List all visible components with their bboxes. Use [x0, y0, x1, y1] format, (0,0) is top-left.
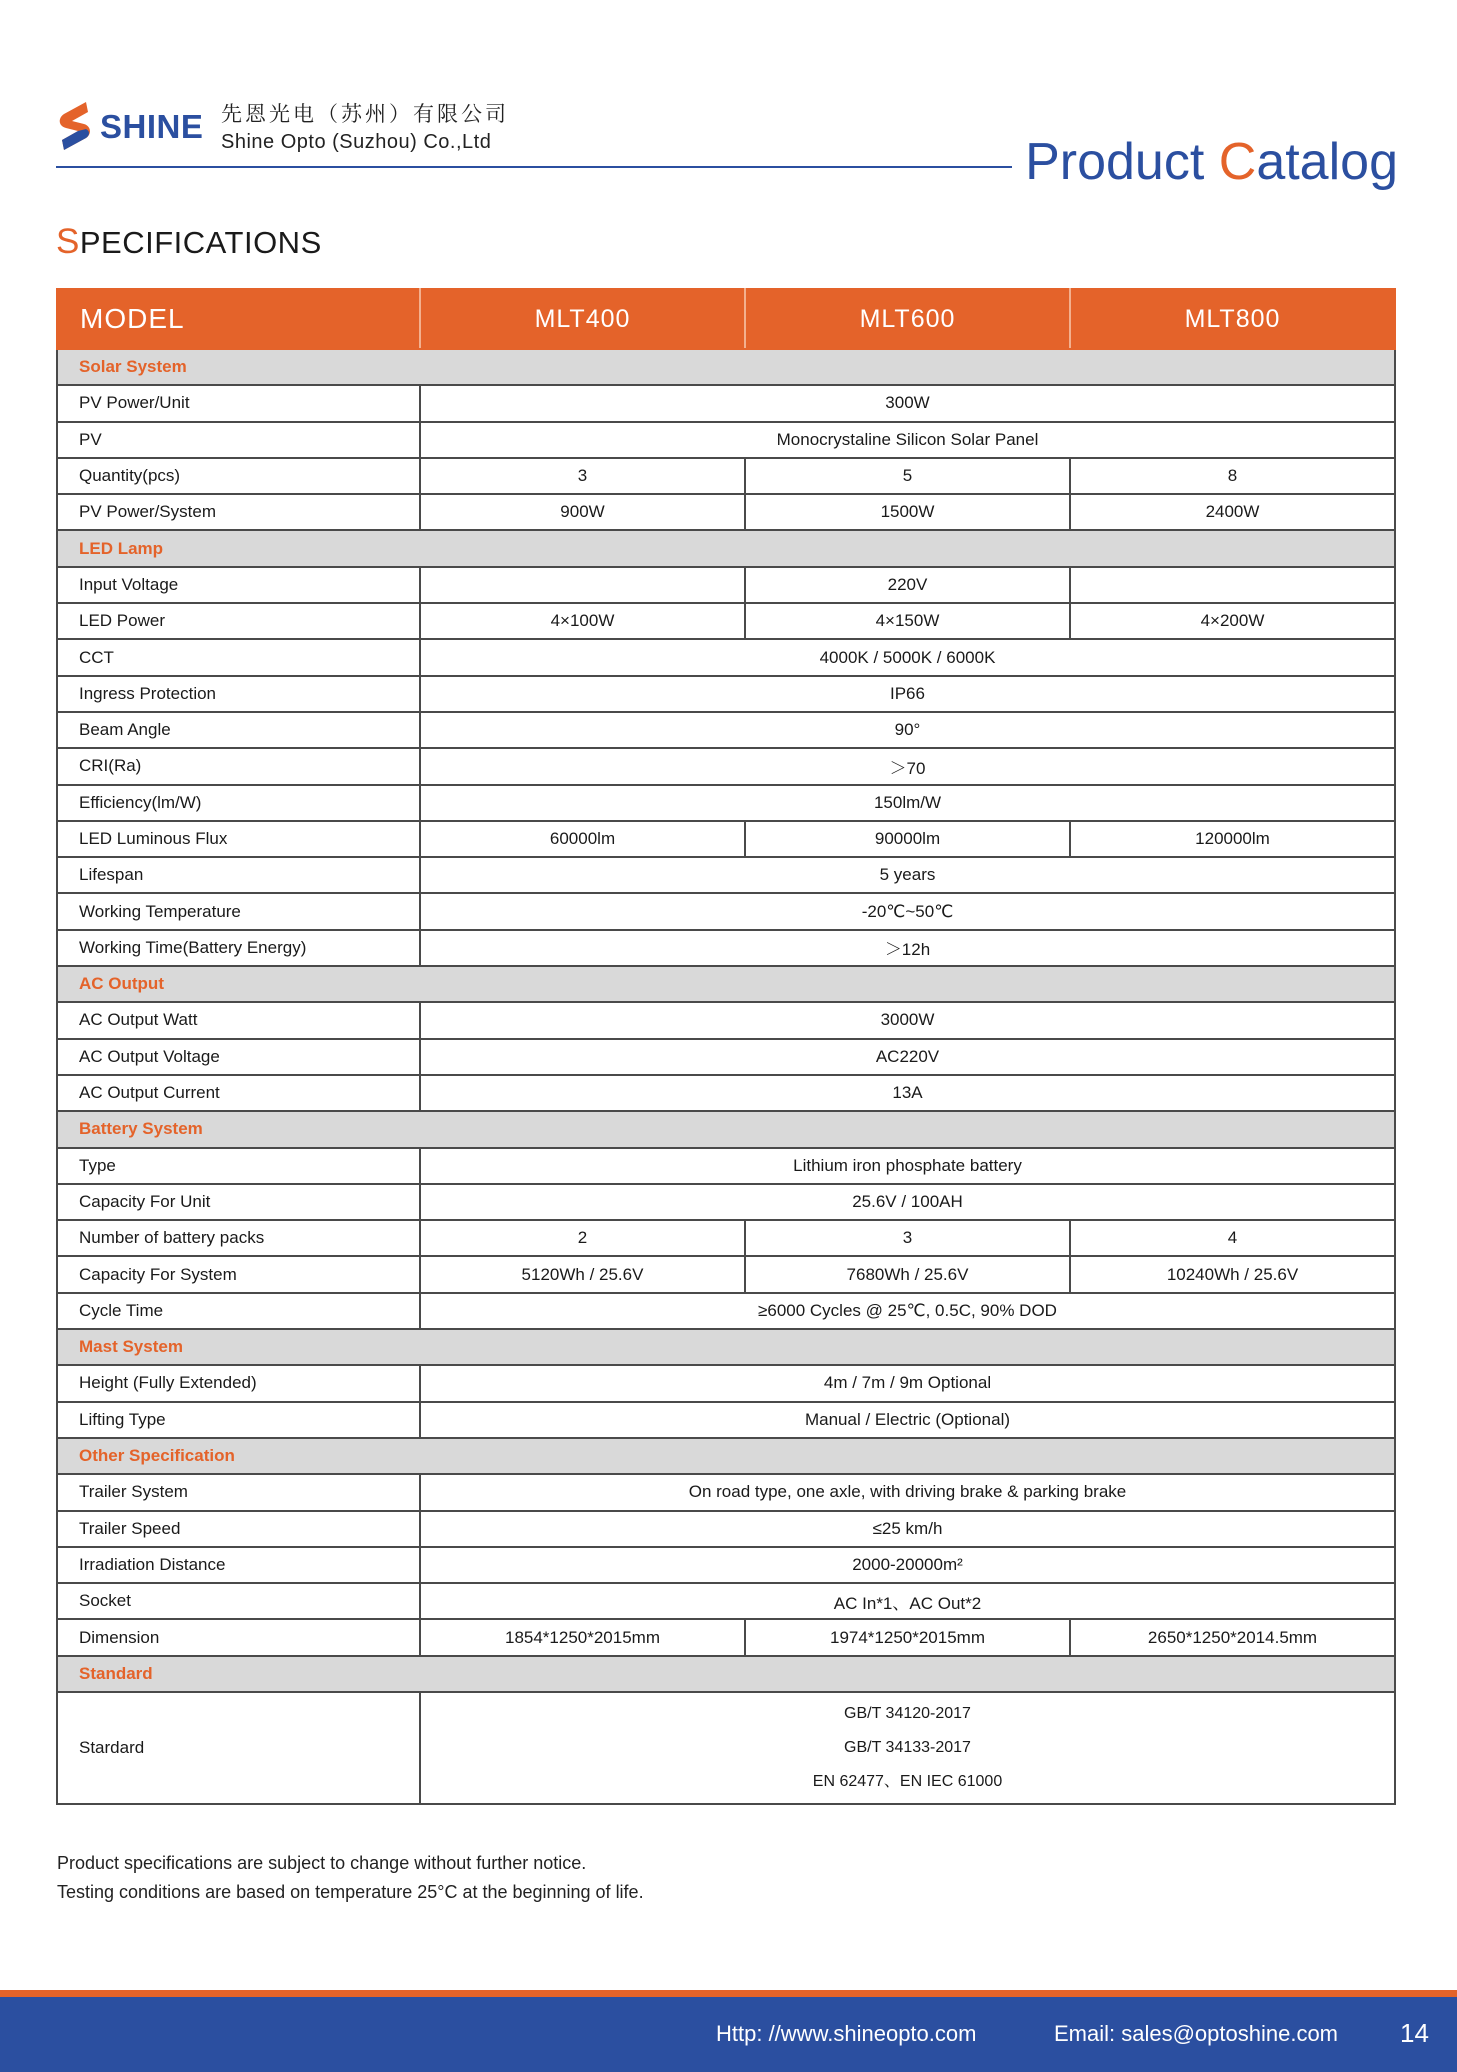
row-value-mlt600: 7680Wh / 25.6V — [745, 1256, 1070, 1292]
table-row — [57, 1547, 1395, 1583]
row-value: ≥6000 Cycles @ 25℃, 0.5C, 90% DOD — [420, 1293, 1395, 1329]
table-row — [57, 1365, 1395, 1401]
table-row — [57, 785, 1395, 821]
row-label: PV Power/System — [57, 494, 420, 530]
row-value: Lithium iron phosphate battery — [420, 1148, 1395, 1184]
row-value: ≤25 km/h — [420, 1511, 1395, 1547]
row-label: Ingress Protection — [57, 676, 420, 712]
section-row — [57, 1656, 1395, 1692]
shine-s-logo-icon — [56, 100, 92, 152]
row-value-mlt800: 2400W — [1070, 494, 1395, 530]
row-label: Socket — [57, 1583, 420, 1619]
catalog-title-part2: atalog — [1256, 133, 1398, 191]
table-row — [57, 494, 1395, 530]
row-value: 4m / 7m / 9m Optional — [420, 1365, 1395, 1401]
row-value-mlt600: 4×150W — [745, 603, 1070, 639]
section-battery-system: Battery System — [57, 1111, 1395, 1147]
table-row — [57, 458, 1395, 494]
row-value: 3000W — [420, 1002, 1395, 1038]
row-value: 90° — [420, 712, 1395, 748]
heading-first-letter: S — [56, 222, 80, 261]
row-value-mlt600: 5 — [745, 458, 1070, 494]
table-row — [57, 1474, 1395, 1510]
table-row — [57, 930, 1395, 966]
row-label: AC Output Watt — [57, 1002, 420, 1038]
row-value-mlt400: 2 — [420, 1220, 745, 1256]
row-value-mlt600: 3 — [745, 1220, 1070, 1256]
row-label: AC Output Current — [57, 1075, 420, 1111]
footer-accent-bar — [0, 1990, 1457, 1997]
header-mlt400: MLT400 — [420, 289, 745, 349]
row-value: On road type, one axle, with driving brake & parking brake — [420, 1474, 1395, 1510]
row-label: Lifting Type — [57, 1402, 420, 1438]
row-value-mlt600: 1500W — [745, 494, 1070, 530]
table-row — [57, 1692, 1395, 1804]
section-led-lamp: LED Lamp — [57, 530, 1395, 566]
table-row — [57, 1002, 1395, 1038]
row-label: Capacity For Unit — [57, 1184, 420, 1220]
section-row — [57, 1111, 1395, 1147]
table-row — [57, 748, 1395, 784]
table-row — [57, 1256, 1395, 1292]
row-label: Height (Fully Extended) — [57, 1365, 420, 1401]
specifications-table — [56, 288, 1396, 1805]
page-number: 14 — [1400, 2018, 1429, 2048]
header-mlt800: MLT800 — [1070, 289, 1395, 349]
section-other-specification: Other Specification — [57, 1438, 1395, 1474]
row-value-mlt800: 120000lm — [1070, 821, 1395, 857]
row-label: Input Voltage — [57, 567, 420, 603]
row-value-mlt400: 5120Wh / 25.6V — [420, 1256, 745, 1292]
heading-rest: PECIFICATIONS — [79, 225, 322, 260]
table-row — [57, 893, 1395, 929]
row-value: AC220V — [420, 1039, 1395, 1075]
standard-item: EN 62477、EN IEC 61000 — [812, 1772, 1003, 1790]
section-ac-output: AC Output — [57, 966, 1395, 1002]
row-value: 300W — [420, 385, 1395, 421]
section-row — [57, 1329, 1395, 1365]
footer-bar — [0, 1997, 1457, 2072]
row-value-mlt800: 8 — [1070, 458, 1395, 494]
row-label: Trailer System — [57, 1474, 420, 1510]
catalog-title-part1: Product — [1025, 133, 1219, 191]
row-value: 13A — [420, 1075, 1395, 1111]
section-mast-system: Mast System — [57, 1329, 1395, 1365]
row-label: LED Power — [57, 603, 420, 639]
row-label: Working Temperature — [57, 893, 420, 929]
table-row — [57, 567, 1395, 603]
email-link[interactable]: Email: sales@optoshine.com — [1054, 2021, 1339, 2046]
row-label: Stardard — [57, 1692, 420, 1804]
table-row — [57, 1583, 1395, 1619]
row-value: -20℃~50℃ — [420, 893, 1395, 929]
row-label: Dimension — [57, 1619, 420, 1655]
table-header-row — [57, 289, 1395, 349]
table-row — [57, 857, 1395, 893]
table-row — [57, 1619, 1395, 1655]
row-label: Efficiency(lm/W) — [57, 785, 420, 821]
footnote: Product specifications are subject to change without further notice. — [57, 1853, 587, 1873]
row-value-mlt400: 60000lm — [420, 821, 745, 857]
website-link[interactable]: Http: //www.shineopto.com — [716, 2021, 977, 2046]
row-value: 5 years — [420, 857, 1395, 893]
table-row — [57, 1220, 1395, 1256]
row-value: 25.6V / 100AH — [420, 1184, 1395, 1220]
row-label: LED Luminous Flux — [57, 821, 420, 857]
row-value-mlt400: 1854*1250*2015mm — [420, 1619, 745, 1655]
row-label: Beam Angle — [57, 712, 420, 748]
row-value-mlt400 — [420, 567, 745, 603]
row-value: AC In*1、AC Out*2 — [420, 1583, 1395, 1619]
row-value: IP66 — [420, 676, 1395, 712]
table-row — [57, 1075, 1395, 1111]
table-row — [57, 712, 1395, 748]
table-row — [57, 603, 1395, 639]
row-label: PV Power/Unit — [57, 385, 420, 421]
row-label: Lifespan — [57, 857, 420, 893]
standard-item: GB/T 34133-2017 — [844, 1738, 971, 1756]
brand-name: SHINE — [100, 108, 204, 145]
row-label: Type — [57, 1148, 420, 1184]
row-value-mlt400: 4×100W — [420, 603, 745, 639]
table-row — [57, 1511, 1395, 1547]
row-value-mlt800: 2650*1250*2014.5mm — [1070, 1619, 1395, 1655]
table-row — [57, 1039, 1395, 1075]
table-row — [57, 1402, 1395, 1438]
table-row — [57, 422, 1395, 458]
table-row — [57, 1184, 1395, 1220]
row-value-mlt800: 4×200W — [1070, 603, 1395, 639]
row-value-mlt600: 90000lm — [745, 821, 1070, 857]
row-label: Working Time(Battery Energy) — [57, 930, 420, 966]
row-value: 150lm/W — [420, 785, 1395, 821]
row-value-mlt600: 1974*1250*2015mm — [745, 1619, 1070, 1655]
section-row — [57, 530, 1395, 566]
row-label: Trailer Speed — [57, 1511, 420, 1547]
table-row — [57, 639, 1395, 675]
row-value-mlt800: 4 — [1070, 1220, 1395, 1256]
standard-list — [420, 1692, 1395, 1804]
row-value-mlt800 — [1070, 567, 1395, 603]
row-label: CRI(Ra) — [57, 748, 420, 784]
catalog-title-accent-letter: C — [1218, 133, 1257, 191]
row-label: CCT — [57, 639, 420, 675]
row-value: Manual / Electric (Optional) — [420, 1402, 1395, 1438]
catalog-title — [1025, 132, 1398, 192]
standard-item: GB/T 34120-2017 — [844, 1704, 971, 1722]
section-row — [57, 349, 1395, 385]
row-value: Monocrystaline Silicon Solar Panel — [420, 422, 1395, 458]
section-standard: Standard — [57, 1656, 1395, 1692]
row-label: Cycle Time — [57, 1293, 420, 1329]
table-row — [57, 821, 1395, 857]
specifications-heading — [56, 222, 322, 262]
section-row — [57, 966, 1395, 1002]
header-mlt600: MLT600 — [745, 289, 1070, 349]
footnote: Testing conditions are based on temperature 25°C at the beginning of life. — [57, 1882, 644, 1902]
row-value-mlt600: 220V — [745, 567, 1070, 603]
row-value: ＞12h — [420, 930, 1395, 966]
row-value: 4000K / 5000K / 6000K — [420, 639, 1395, 675]
row-value-mlt400: 900W — [420, 494, 745, 530]
row-value: ＞70 — [420, 748, 1395, 784]
row-value-mlt800: 10240Wh / 25.6V — [1070, 1256, 1395, 1292]
row-label: AC Output Voltage — [57, 1039, 420, 1075]
table-row — [57, 1148, 1395, 1184]
company-name-english: Shine Opto (Suzhou) Co.,Ltd — [221, 131, 492, 153]
section-solar-system: Solar System — [57, 349, 1395, 385]
row-label: PV — [57, 422, 420, 458]
company-name-chinese: 先恩光电（苏州）有限公司 — [221, 102, 509, 126]
header-model: MODEL — [57, 289, 420, 349]
row-value: 2000-20000m² — [420, 1547, 1395, 1583]
row-label: Quantity(pcs) — [57, 458, 420, 494]
row-value-mlt400: 3 — [420, 458, 745, 494]
table-row — [57, 676, 1395, 712]
header-rule — [56, 166, 1012, 168]
section-row — [57, 1438, 1395, 1474]
row-label: Number of battery packs — [57, 1220, 420, 1256]
table-row — [57, 385, 1395, 421]
table-row — [57, 1293, 1395, 1329]
row-label: Irradiation Distance — [57, 1547, 420, 1583]
row-label: Capacity For System — [57, 1256, 420, 1292]
